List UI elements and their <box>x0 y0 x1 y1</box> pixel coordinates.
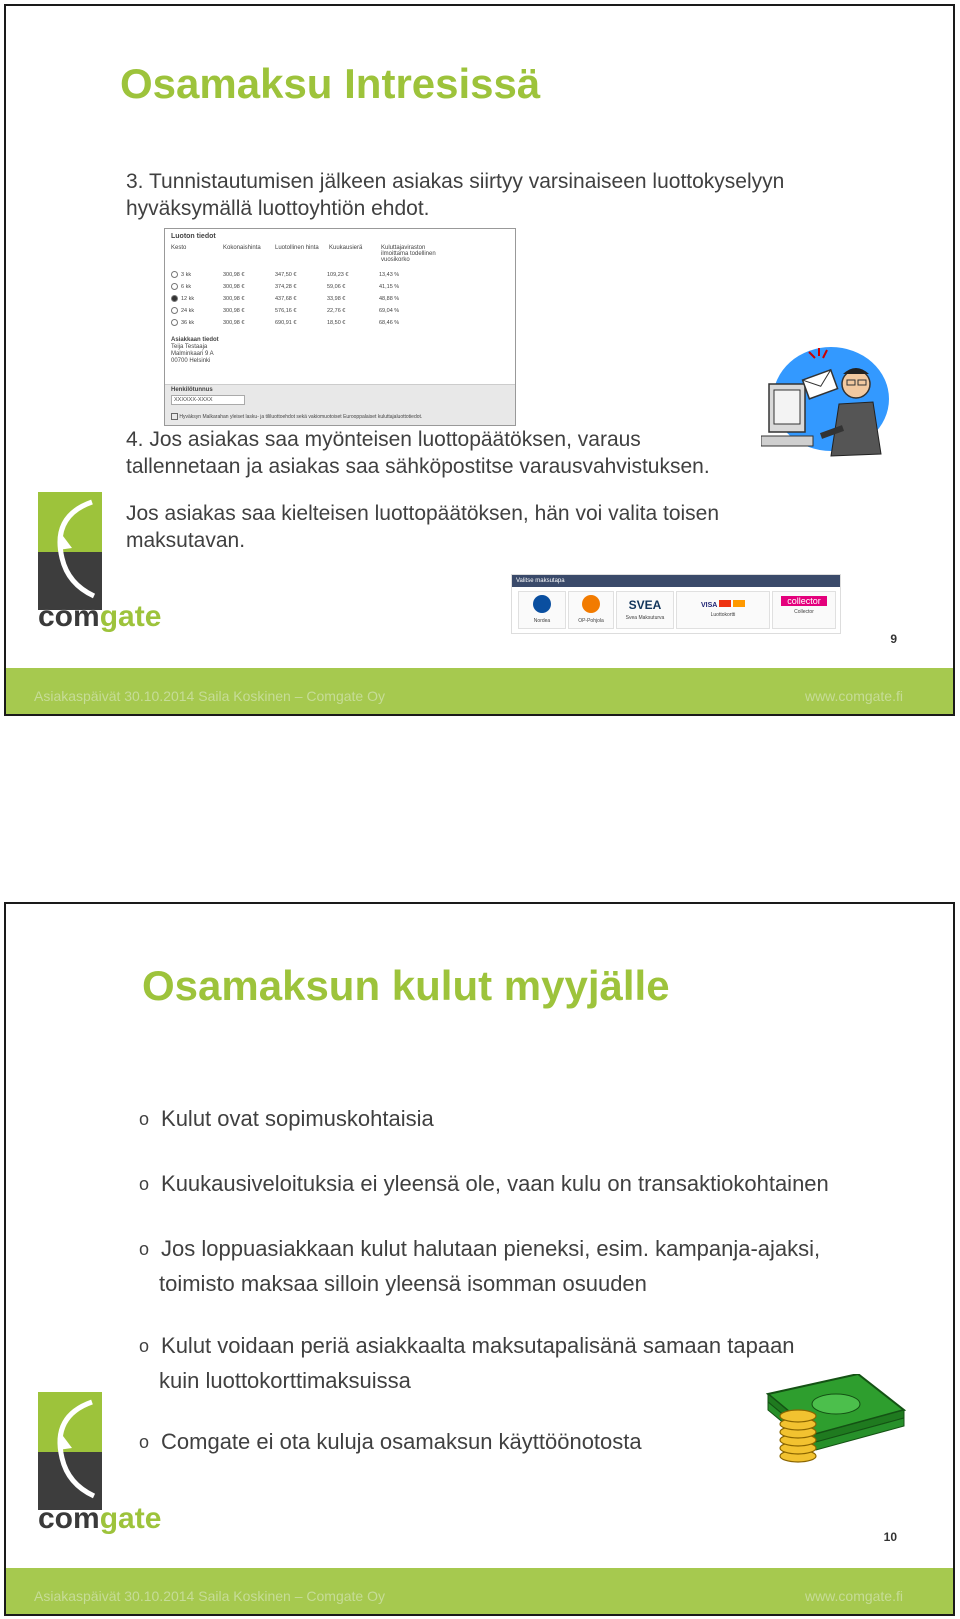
comgate-logo-mark <box>38 1392 102 1510</box>
payment-header: Valitse maksutapa <box>512 575 840 587</box>
credit-row[interactable] <box>171 269 431 281</box>
credit-form-screenshot <box>164 228 516 426</box>
step-4-line-2: tallennetaan ja asiakas saa sähköpostitse varausvahvistuksen. <box>126 455 710 478</box>
bullet-text: Jos loppuasiakkaan kulut halutaan pieneksi, esim. kampanja-ajaksi, <box>161 1236 821 1261</box>
table-cell: 69,04 % <box>379 308 400 314</box>
radio-button[interactable] <box>171 319 178 326</box>
table-cell: 59,06 € <box>327 284 346 290</box>
col-header: Kuukausierä <box>329 245 363 251</box>
credit-row[interactable] <box>171 293 431 305</box>
bullet-text: Kulut ovat sopimuskohtaisia <box>161 1106 434 1131</box>
terms-row <box>171 413 422 420</box>
customer-address: Malminkaari 9 A <box>171 351 214 357</box>
bullet-marker: o <box>139 1432 150 1452</box>
bullet-text-cont: toimisto maksaa silloin yleensä isomman osuuden <box>159 1271 647 1296</box>
comgate-logo-mark <box>38 492 102 610</box>
customer-info <box>171 337 219 365</box>
form-header: Luoton tiedot <box>171 233 216 240</box>
step-3-text <box>126 168 784 222</box>
customer-name: Teija Testaaja <box>171 344 208 350</box>
bullet-2 <box>139 1167 829 1202</box>
money-illustration <box>758 1374 908 1464</box>
bullet-marker: o <box>139 1239 150 1259</box>
col-header: Kokonaishinta <box>223 245 261 251</box>
form-bottom-section <box>165 384 515 425</box>
credit-table <box>171 269 431 329</box>
slide-title: Osamaksu Intresissä <box>120 60 541 107</box>
payment-method-screenshot <box>511 574 841 634</box>
page-number: 10 <box>883 1530 897 1544</box>
card-icon <box>733 600 745 607</box>
page-number: 9 <box>890 632 897 646</box>
table-cell: 68,46 % <box>379 320 400 326</box>
payment-option-card[interactable] <box>676 591 770 629</box>
table-cell: 300,98 € <box>223 296 245 302</box>
bullet-text: Comgate ei ota kuluja osamaksun käyttöönotosta <box>161 1429 642 1454</box>
ssn-input[interactable]: XXXXXX-XXXX <box>171 395 245 405</box>
credit-row[interactable] <box>171 317 431 329</box>
radio-button[interactable] <box>171 271 178 278</box>
table-cell: 41,15 % <box>379 284 400 290</box>
table-cell: 109,23 € <box>327 272 349 278</box>
payment-option-collector[interactable] <box>772 591 836 629</box>
bullet-marker: o <box>139 1174 150 1194</box>
comgate-logo <box>38 492 168 642</box>
bullet-1 <box>139 1102 434 1137</box>
slide-1 <box>4 4 955 716</box>
radio-button[interactable] <box>171 307 178 314</box>
svea-logo: SVEA <box>628 598 662 612</box>
bullet-marker: o <box>139 1109 150 1129</box>
step-4-line-1: 4. Jos asiakas saa myönteisen luottopäätöksen, varaus <box>126 428 641 451</box>
table-cell: 437,68 € <box>275 296 297 302</box>
negative-line-2: maksutavan. <box>126 529 246 552</box>
card-logos <box>677 600 769 609</box>
mastercard-icon <box>719 600 731 607</box>
payment-option-nordea[interactable] <box>518 591 566 629</box>
table-cell: 36 kk <box>181 320 195 326</box>
payment-option-op[interactable] <box>568 591 614 629</box>
table-cell: 13,43 % <box>379 272 400 278</box>
table-cell: 300,98 € <box>223 308 245 314</box>
customer-city: 00700 Helsinki <box>171 358 211 364</box>
radio-button[interactable] <box>171 295 178 302</box>
table-cell: 576,16 € <box>275 308 297 314</box>
logo-gate: gate <box>99 600 162 633</box>
credit-row[interactable] <box>171 281 431 293</box>
step-3-line-1: 3. Tunnistautumisen jälkeen asiakas siirtyy varsinaiseen luottokyselyyn <box>126 170 785 193</box>
table-cell: 374,28 € <box>275 284 297 290</box>
table-cell: 690,91 € <box>275 320 297 326</box>
slide-title: Osamaksun kulut myyjälle <box>142 962 670 1009</box>
table-cell: 6 kk <box>181 284 192 290</box>
negative-line-1: Jos asiakas saa kielteisen luottopäätöksen, hän voi valita toisen <box>126 502 720 525</box>
bullet-marker: o <box>139 1336 150 1356</box>
table-cell: 300,98 € <box>223 272 245 278</box>
bullet-3 <box>139 1232 820 1300</box>
negative-decision-text <box>126 500 719 554</box>
option-label: OP-Pohjola <box>578 618 604 624</box>
visa-icon: VISA <box>701 602 718 609</box>
bullet-text: Kulut voidaan periä asiakkaalta maksutapalisänä samaan tapaan <box>161 1333 795 1358</box>
footer-bar <box>6 668 953 714</box>
op-pohjola-icon <box>582 595 600 613</box>
ssn-label: Henkilötunnus <box>171 387 213 393</box>
footer-bar <box>6 1568 953 1614</box>
payment-option-svea[interactable] <box>616 591 674 629</box>
bullet-5 <box>139 1425 642 1460</box>
footer-url[interactable]: www.comgate.fi <box>804 688 903 704</box>
bullet-text-cont: kuin luottokorttimaksuissa <box>159 1368 411 1393</box>
slide-2 <box>4 902 955 1616</box>
option-label: Svea Maksuturva <box>625 615 665 621</box>
email-computer-illustration <box>761 344 891 464</box>
option-label: Collector <box>794 609 814 615</box>
step-4-text <box>126 426 710 480</box>
terms-text: Hyväksyn Malkarahan yleiset lasku- ja tililuottoehdot sekä vakiomuotoiset Eurooppalaiset kuluttajaluottotiedot. <box>179 413 423 420</box>
option-label: Nordea <box>533 618 551 624</box>
table-cell: 3 kk <box>181 272 192 278</box>
collector-logo: collector <box>781 596 827 606</box>
col-header: Kuluttajaviraston ilmoittama todellinen vuosikorko <box>381 245 436 263</box>
table-cell: 347,50 € <box>275 272 297 278</box>
table-cell: 22,76 € <box>327 308 346 314</box>
table-cell: 300,98 € <box>223 284 245 290</box>
step-3-line-2: hyväksymällä luottoyhtiön ehdot. <box>126 197 430 220</box>
comgate-logo <box>38 1392 168 1542</box>
col-header: Kesto <box>171 245 187 251</box>
col-header: Luotollinen hinta <box>275 245 319 251</box>
option-label: Luottokortti <box>710 612 736 618</box>
table-cell: 18,50 € <box>327 320 346 326</box>
comgate-wordmark <box>38 600 161 634</box>
logo-com: com <box>38 1502 100 1535</box>
table-cell: 33,98 € <box>327 296 346 302</box>
footer-left-text: Asiakaspäivät 30.10.2014 Saila Koskinen – Comgate Oy <box>34 1588 385 1604</box>
nordea-icon <box>533 595 551 613</box>
bullet-text: Kuukausiveloituksia ei yleensä ole, vaan kulu on transaktiokohtainen <box>161 1171 829 1196</box>
logo-gate: gate <box>99 1502 162 1535</box>
customer-header: Asiakkaan tiedot <box>171 337 219 343</box>
footer-url[interactable]: www.comgate.fi <box>804 1588 903 1604</box>
footer-left-text: Asiakaspäivät 30.10.2014 Saila Koskinen – Comgate Oy <box>34 688 385 704</box>
terms-checkbox[interactable] <box>171 413 178 420</box>
credit-row[interactable] <box>171 305 431 317</box>
comgate-wordmark <box>38 1502 161 1536</box>
table-cell: 12 kk <box>181 296 195 302</box>
table-cell: 48,88 % <box>379 296 400 302</box>
bullet-4 <box>139 1329 795 1397</box>
radio-button[interactable] <box>171 283 178 290</box>
table-cell: 300,98 € <box>223 320 245 326</box>
table-cell: 24 kk <box>181 308 195 314</box>
logo-com: com <box>38 600 100 633</box>
